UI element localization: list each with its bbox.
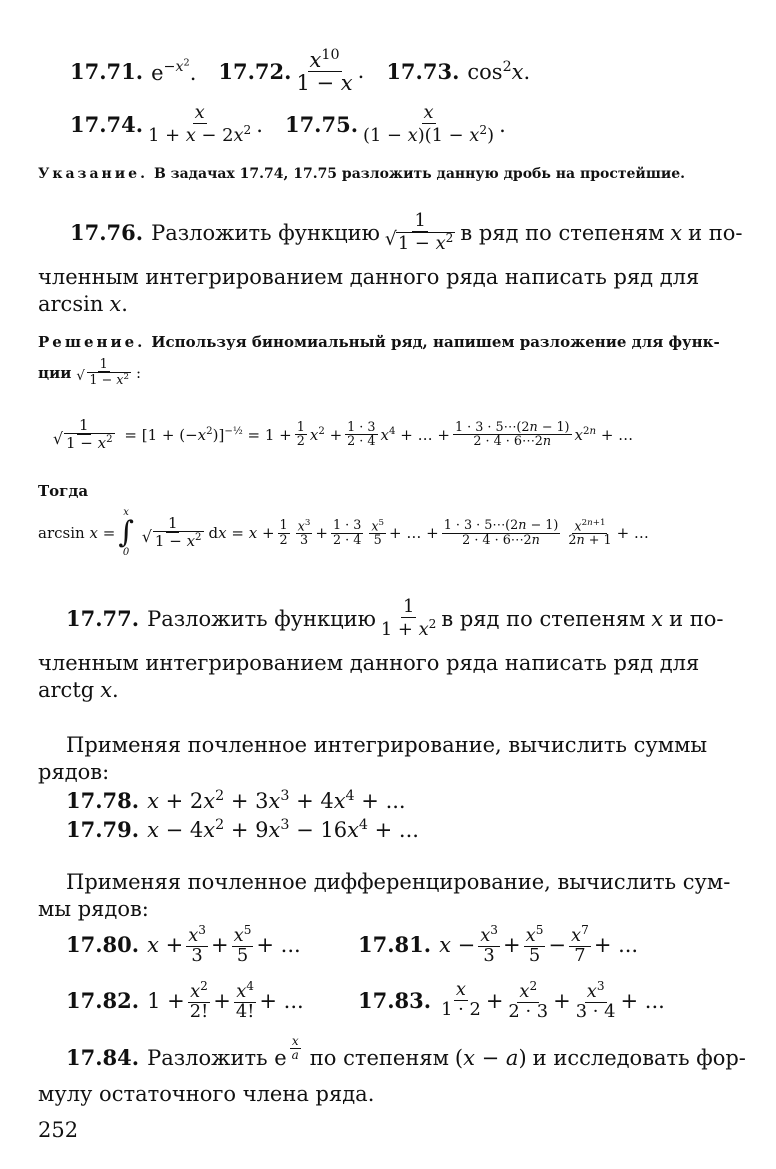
integration-intro-line-2: рядов: — [38, 760, 110, 784]
problem-number-82: 17.82. — [66, 988, 140, 1014]
problem-78: 17.78. $x + 2x^2 + 3x^3 + 4x^4$ + ... — [66, 788, 406, 813]
solution-line-1 — [38, 333, 720, 351]
integration-intro-line-1: Применяя почленное интегрирование, вычислить суммы — [66, 733, 708, 757]
problem-76-text-a: Разложить функцию — [151, 220, 380, 245]
problem-83: 17.83. $\frac{x}{1 \cdot 2}$ + $\frac{x^2}{2 \cdot 3}$ + $\frac{x^3}{3 \cdot 4}$ + ... — [358, 979, 665, 1022]
solution-line-2: ции 1 √ $1 - x^2$ : — [38, 358, 141, 387]
problem-76-text-b: в ряд по степеням — [460, 220, 665, 245]
problem-81: 17.81. x − $\frac{x^3}{3}$ + $\frac{x^5}{5}$ − $\frac{x^7}{7}$ + ... — [358, 923, 639, 966]
solution-function: 1 √ $1 - x^2$ — [74, 358, 133, 387]
problem-number-72: 17.72. — [218, 58, 292, 84]
formula-77: $\frac{1}{1 + x^2}$ — [380, 596, 437, 640]
formula-75: $\frac{x}{(1 - x)(1 - x^2)}$ — [363, 102, 495, 146]
arcsin-text: arcsin — [38, 292, 104, 316]
problem-76-text-c: и по- — [688, 220, 743, 245]
then-label: Тогда — [38, 482, 89, 500]
problem-76-line-3: arcsin x. — [38, 292, 128, 316]
formula-76: 1 √ $1 - x^2$ — [383, 212, 457, 253]
differentiation-intro-line-1: Применяя почленное дифференцирование, вычислить сум- — [66, 870, 731, 894]
problem-79: 17.79. $x - 4x^2 + 9x^3 - 16x^4$ + ... — [66, 817, 419, 842]
problem-number-76: 17.76. — [70, 220, 144, 246]
problem-number-78: 17.78. — [66, 788, 140, 813]
problem-80: 17.80. x + $\frac{x^3}{3}$ + $\frac{x^5}{5}$ + ... — [66, 923, 301, 966]
problem-77-line-1: 17.77. Разложить функцию $\frac{1}{1 + x^2}$ в ряд по степеням x и по- — [66, 596, 724, 640]
problem-number-81: 17.81. — [358, 932, 432, 958]
problem-number-74: 17.74. — [70, 112, 144, 138]
problem-82: 17.82. 1 + $\frac{x^2}{2!}$ + $\frac{x^4}{4!}$ + ... — [66, 979, 304, 1022]
formula-71: $e^{-x^2}$. — [151, 57, 197, 85]
binomial-expansion: 1 √ $1 - x^2$ = $[1 + (-x^2)]^{-\frac{1}{2}} = 1$ + $\frac{1}{2}$ $x^2$ + $\frac{1 \cdot 3}{2 \cdot 4}$ $x^4$ + … + $\frac{1 \cdot 3 \cdot 5\cdots(2n - 1)}{2 \cdot 4 \cdot 6\cdots 2n}$ $x^{2n}$ + … — [48, 418, 633, 452]
problem-number-73: 17.73. — [386, 58, 460, 84]
integral-sign: x ∫ 0 — [118, 507, 134, 558]
problem-number-80: 17.80. — [66, 932, 140, 958]
problem-84-line-2: мулу остаточного члена ряда. — [38, 1082, 375, 1106]
problem-76-line-1: 17.76. Разложить функцию 1 √ $1 - x^2$ в ряд по степеням x и по- — [70, 212, 730, 253]
arctg-text: arctg — [38, 678, 95, 702]
solution-label: Решение. — [38, 333, 146, 351]
formula-84-exponent: $\frac{x}{a}$ — [291, 1034, 299, 1062]
page-number: 252 — [38, 1118, 79, 1142]
solution-text-2: ции — [38, 363, 72, 382]
problem-84-line-1: 17.84. Разложить e $\frac{x}{a}$ по степеням (x − a) и исследовать фор- — [66, 1034, 746, 1070]
problem-number-71: 17.71. — [70, 58, 144, 84]
hint — [38, 166, 685, 182]
problem-84-text-a: Разложить e — [147, 1045, 287, 1070]
problem-77-text-a: Разложить функцию — [147, 606, 376, 631]
problem-number-77: 17.77. — [66, 606, 140, 632]
arcsin-label: arcsin — [38, 524, 85, 542]
formula-73: $\cos^2x$. — [467, 58, 531, 84]
hint-text: В задачах 17.74, 17.75 разложить данную дробь на простейшие. — [153, 166, 686, 182]
problem-76-line-2: членным интегрированием данного ряда написать ряд для — [38, 265, 700, 289]
problems-74-75: 17.74. $\frac{x}{1 + x - 2x^2}$ . 17.75. $\frac{x}{(1 - x)(1 - x^2)}$ . — [70, 102, 506, 146]
problems-71-73: 17.71. $e^{-x^2}$. 17.72. $\frac{x^{10}}{1 - x}$ . 17.73. $\cos^2x$. — [70, 47, 531, 96]
problem-84-text-b: по степеням — [309, 1045, 449, 1070]
differentiation-intro-line-2: мы рядов: — [38, 897, 149, 921]
hint-label: Указание. — [38, 166, 148, 182]
formula-72: $\frac{x^{10}}{1 - x}$ — [296, 47, 353, 96]
problem-77-line-2: членным интегрированием данного ряда написать ряд для — [38, 651, 700, 675]
problem-number-84: 17.84. — [66, 1045, 140, 1070]
problem-number-75: 17.75. — [284, 112, 359, 138]
problem-number-79: 17.79. — [66, 817, 140, 842]
problem-77-text-b: в ряд по степеням — [441, 606, 646, 631]
problem-number-83: 17.83. — [358, 988, 432, 1014]
formula-74: $\frac{x}{1 + x - 2x^2}$ — [148, 102, 252, 146]
problem-77-text-c: и по- — [669, 606, 724, 631]
problem-84-text-c: и исследовать фор- — [532, 1045, 746, 1070]
arcsin-series: arcsin x = x ∫ 0 1 √ $1 - x^2$ dx = x + $\frac{1}{2}$ $\frac{x^3}{3}$ + $\frac{1 \cdot 3}{2 \cdot 4}$ $\frac{x^5}{5}$ + … + $\frac{1 \cdot 3 \cdot 5\cdots(2n - 1)}{2 \cdot 4 \cdot 6\cdots 2n}$ $\frac{x^{2n+1}}{2n + 1}$ + … — [38, 508, 649, 558]
solution-text: Используя биномиальный ряд, напишем разложение для функ- — [151, 333, 720, 351]
problem-77-line-3: arctg x. — [38, 678, 119, 702]
